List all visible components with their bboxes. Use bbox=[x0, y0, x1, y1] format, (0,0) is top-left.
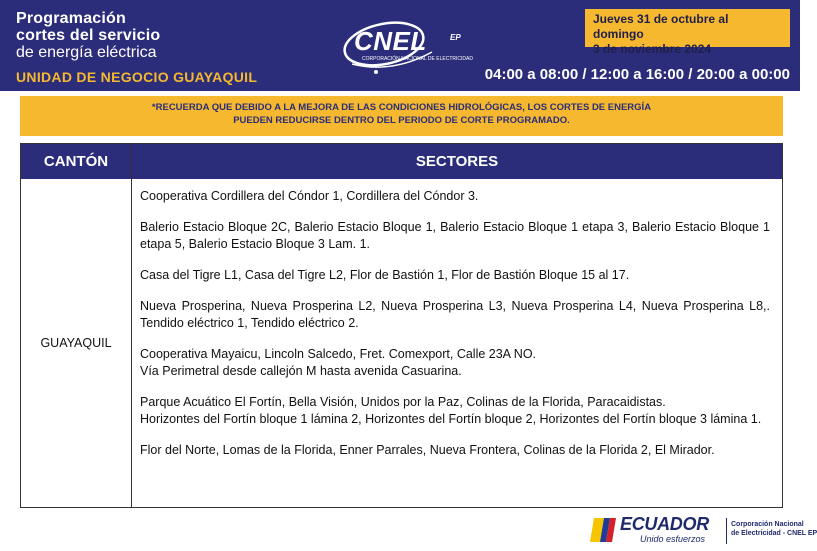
schedule-table bbox=[20, 143, 783, 508]
table-header bbox=[21, 144, 782, 179]
column-header-sectors: SECTORES bbox=[415, 153, 499, 170]
title-line-3: de energía eléctrica bbox=[16, 44, 157, 61]
sector-group: Parque Acuático El Fortín, Bella Visión, Unidos por la Paz, Colinas de la Florida, Paracaidistas. Horizontes del Fortín bloque 1 lámina 2, Horizontes del Fortín bloque 2, Horizontes del Fortín bloque 3 lámina 1. bbox=[140, 395, 762, 426]
notice-line-2: PUEDEN REDUCIRSE DENTRO DEL PERIODO DE CORTE PROGRAMADO. bbox=[233, 115, 570, 126]
ecuador-brand-text: ECUADOR bbox=[620, 514, 709, 534]
cnel-logo-suffix: EP bbox=[450, 33, 461, 42]
hydrology-notice bbox=[20, 96, 783, 136]
sector-group: Casa del Tigre L1, Casa del Tigre L2, Flor de Bastión 1, Flor de Bastión Bloque 15 al 17. bbox=[140, 268, 630, 282]
footer-divider bbox=[726, 518, 727, 544]
outage-hours: 04:00 a 08:00 / 12:00 a 16:00 / 20:00 a 00:00 bbox=[484, 66, 790, 83]
sector-group: Cooperativa Mayaicu, Lincoln Salcedo, Fret. Comexport, Calle 23A NO. Vía Perimetral desde callejón M hasta avenida Casuarina. bbox=[140, 347, 537, 378]
corporation-name bbox=[731, 520, 817, 538]
canton-name: GUAYAQUIL bbox=[40, 336, 112, 350]
column-divider bbox=[131, 144, 132, 507]
notice-line-1: *RECUERDA QUE DEBIDO A LA MEJORA DE LAS CONDICIONES HIDROLÓGICAS, LOS CORTES DE ENERGÍA bbox=[151, 102, 652, 113]
sector-group: Balerio Estacio Bloque 2C, Balerio Estacio Bloque 1, Balerio Estacio Bloque 1 etapa 3, Balerio Estacio Bloque 1 etapa 5, Balerio Estacio Bloque 3 Lam. 1. bbox=[140, 220, 770, 251]
cnel-logo bbox=[332, 16, 482, 76]
program-title bbox=[16, 10, 160, 61]
sector-group: Cooperativa Cordillera del Cóndor 1, Cordillera del Cóndor 3. bbox=[140, 189, 479, 203]
ecuador-flag-stripes-icon bbox=[590, 516, 618, 544]
column-header-canton: CANTÓN bbox=[43, 153, 109, 170]
date-line-2: 3 de noviembre 2024 bbox=[593, 42, 712, 56]
title-line-1: Programación bbox=[16, 10, 126, 27]
date-range-badge bbox=[585, 9, 790, 56]
cnel-logo-text: CNEL bbox=[354, 26, 427, 56]
ecuador-slogan: Unido esfuerzos bbox=[640, 534, 706, 544]
title-line-2: cortes del servicio bbox=[16, 27, 161, 44]
business-unit: UNIDAD DE NEGOCIO GUAYAQUIL bbox=[16, 69, 258, 85]
ecuador-government-logo bbox=[590, 514, 817, 548]
corporation-line-2: de Electricidad - CNEL EP bbox=[731, 530, 817, 537]
sector-group: Nueva Prosperina, Nueva Prosperina L2, Nueva Prosperina L3, Nueva Prosperina L4, Nueva Prosperina L8,. Tendido eléctrico 1, Tendido eléctrico 2. bbox=[140, 299, 770, 330]
canton-cell bbox=[21, 179, 131, 507]
sector-group: Flor del Norte, Lomas de la Florida, Enner Parrales, Nueva Frontera, Colinas de la Florida 2, El Mirador. bbox=[140, 443, 715, 457]
cnel-logo-subtitle: CORPORACIÓN NACIONAL DE ELECTRICIDAD bbox=[362, 56, 473, 62]
header-banner bbox=[0, 0, 800, 91]
sectors-cell bbox=[140, 188, 770, 459]
corporation-line-1: Corporación Nacional bbox=[731, 521, 804, 528]
date-line-1: Jueves 31 de octubre al domingo bbox=[593, 12, 729, 41]
